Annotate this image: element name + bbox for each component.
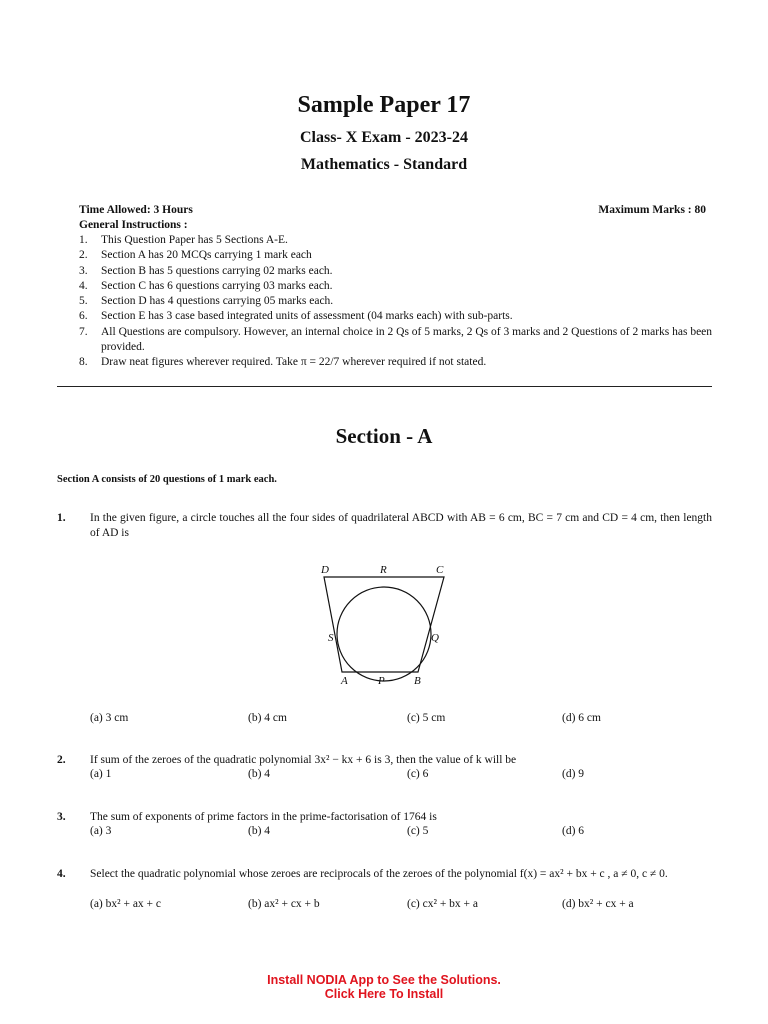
option-a[interactable]: (a) bx² + ax + c	[90, 898, 162, 910]
question-text: In the given figure, a circle touches all the four sides of quadrilateral ABCD with AB = 6 cm, BC = 7 cm and CD = 4 cm, then length of AD is	[90, 512, 712, 539]
option-b[interactable]: (b) 4	[248, 825, 271, 837]
instruction-item	[79, 294, 714, 309]
instruction-number: 4.	[79, 279, 88, 292]
option-b[interactable]: (b) 4 cm	[248, 712, 287, 724]
instruction-text: Section A has 20 MCQs carrying 1 mark each	[101, 249, 312, 262]
instruction-text: Section E has 3 case based integrated units of assessment (04 marks each) with sub-parts.	[101, 310, 513, 323]
instruction-text: Draw neat figures wherever required. Take π = 22/7 wherever required if not stated.	[101, 356, 487, 369]
option-b[interactable]: (b) ax² + cx + b	[248, 898, 320, 910]
option-c[interactable]: (c) 6	[407, 768, 429, 780]
label-d: D	[321, 564, 329, 576]
label-a: A	[341, 675, 348, 687]
instruction-text: All Questions are compulsory. However, an internal choice in 2 Qs of 5 marks, 2 Qs of 3 marks and 2 Questions of 2 marks has been provided.	[101, 325, 713, 354]
section-note: Section A consists of 20 questions of 1 mark each.	[57, 474, 277, 485]
section-divider	[57, 386, 712, 387]
instruction-item	[79, 309, 714, 324]
paper-title: Sample Paper 17	[297, 92, 471, 118]
option-d[interactable]: (d) 6	[562, 825, 585, 837]
instruction-text: Section D has 4 questions carrying 05 marks each.	[101, 295, 334, 308]
instruction-text: Section C has 6 questions carrying 03 marks each.	[101, 279, 333, 292]
option-c[interactable]: (c) 5 cm	[407, 712, 446, 724]
instruction-item	[79, 279, 714, 294]
question-text: Select the quadratic polynomial whose zeroes are reciprocals of the zeroes of the polynomial f(x) = ax² + bx + c , a ≠ 0, c ≠ 0.	[90, 868, 668, 880]
option-a[interactable]: (a) 3	[90, 825, 112, 837]
option-d[interactable]: (d) 6 cm	[562, 712, 601, 724]
question-number: 3.	[57, 811, 66, 823]
label-c: C	[436, 564, 444, 576]
question-number: 1.	[57, 512, 66, 524]
instruction-number: 8.	[79, 356, 88, 369]
instruction-item	[79, 233, 714, 248]
maximum-marks: Maximum Marks : 80	[598, 204, 706, 216]
instruction-item	[79, 355, 714, 370]
label-q: Q	[431, 632, 439, 644]
general-instructions-heading: General Instructions :	[79, 219, 188, 231]
instruction-item	[79, 325, 714, 356]
section-title: Section - A	[335, 424, 433, 448]
option-a[interactable]: (a) 3 cm	[90, 712, 129, 724]
quadrilateral-abcd	[324, 577, 444, 672]
instruction-number: 3.	[79, 264, 88, 277]
label-p: P	[378, 675, 385, 687]
question-number: 2.	[57, 754, 66, 766]
label-r: R	[380, 564, 387, 576]
app-install-banner[interactable]	[0, 973, 768, 1001]
instruction-number: 7.	[79, 325, 88, 338]
option-c[interactable]: (c) 5	[407, 825, 429, 837]
option-b[interactable]: (b) 4	[248, 768, 271, 780]
instructions-list	[79, 233, 714, 371]
instruction-number: 1.	[79, 234, 88, 246]
question-text: If sum of the zeroes of the quadratic polynomial 3x² − kx + 6 is 3, then the value of k will be	[90, 754, 517, 766]
instruction-item	[79, 248, 714, 263]
option-d[interactable]: (d) bx² + cx + a	[562, 898, 634, 910]
time-allowed: Time Allowed: 3 Hours	[79, 204, 193, 216]
label-s: S	[328, 632, 334, 644]
inscribed-circle	[337, 587, 431, 681]
instruction-item	[79, 264, 714, 279]
class-line: Class- X Exam - 2023-24	[300, 129, 468, 146]
install-app-link[interactable]: Install NODIA App to See the Solutions.	[267, 973, 501, 987]
quadrilateral-circle-figure	[310, 558, 460, 688]
question-text: The sum of exponents of prime factors in the prime-factorisation of 1764 is	[90, 811, 437, 823]
question-number: 4.	[57, 868, 66, 880]
instruction-number: 2.	[79, 249, 88, 262]
instruction-number: 5.	[79, 295, 88, 308]
click-to-install-link[interactable]: Click Here To Install	[324, 987, 444, 1001]
subject-line: Mathematics - Standard	[300, 156, 468, 173]
option-d[interactable]: (d) 9	[562, 768, 585, 780]
instruction-text: Section B has 5 questions carrying 02 marks each.	[101, 264, 333, 277]
option-c[interactable]: (c) cx² + bx + a	[407, 898, 479, 910]
instruction-text: This Question Paper has 5 Sections A-E.	[101, 234, 288, 246]
instruction-number: 6.	[79, 310, 88, 323]
label-b: B	[414, 675, 421, 687]
option-a[interactable]: (a) 1	[90, 768, 112, 780]
